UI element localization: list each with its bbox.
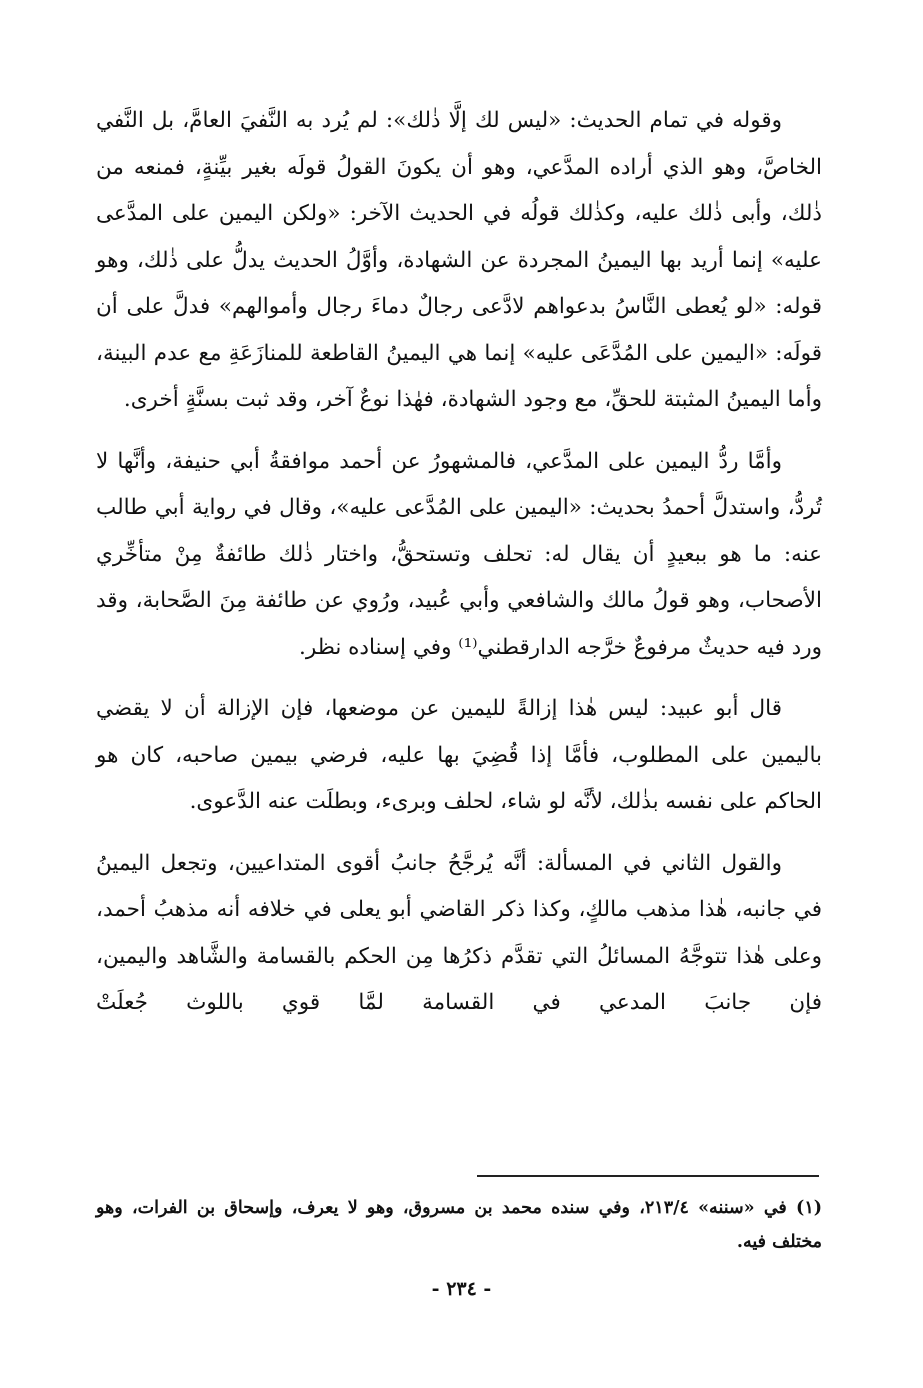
footnote [96,1191,822,1259]
footnote-text: (١) في «سننه» ٢١٣/٤، وفي سنده محمد بن مسروق، وهو لا يعرف، وإسحاق بن الفرات، وهو مختلف فيه. [96,1198,822,1252]
main-text [96,98,822,1027]
paragraph-1: وقوله في تمام الحديث: «ليس لك إلَّا ذٰلك»: لم يُرد به النَّفيَ العامَّ، بل النَّفي الخاصَّ، وهو الذي أراده المدَّعي، وهو أن يكونَ القولُ قولَه بغير بيِّنةٍ، فمنعه من ذٰلك، وأبى ذٰلك عليه، وكذٰلك قولُه في الحديث الآخر: «ولكن اليمين على المدَّعى عليه» إنما أريد بها اليمينُ المجردة عن الشهادة، وأوَّلُ الحديث يدلُّ على ذٰلك، وهو قوله: «لو يُعطى النَّاسُ بدعواهم لادَّعى رجالٌ دماءَ رجال وأموالهم» فدلَّ على أن قولَه: «اليمين على المُدَّعَى عليه» إنما هي اليمينُ القاطعة للمنازَعَةِ مع عدم البينة، وأما اليمينُ المثبتة للحقِّ، مع وجود الشهادة، فهٰذا نوعٌ آخر، وقد ثبت بسنَّةٍ أخرى. [96,108,822,412]
page-number: - ٢٣٤ - [431,1278,492,1300]
paragraph-3: قال أبو عبيد: ليس هٰذا إزالةً لليمين عن موضعها، فإن الإزالة أن لا يقضي باليمين على المطلوب، فأمَّا إذا قُضِيَ بها عليه، فرضي بيمين صاحبه، كان هو الحاكم على نفسه بذٰلك، لأنَّه لو شاء، لحلف وبرىء، وبطلَت عنه الدَّعوى. [96,696,822,814]
footnote-separator [477,1175,819,1177]
paragraph-4: والقول الثاني في المسألة: أنَّه يُرجَّحُ جانبُ أقوى المتداعيين، وتجعل اليمينُ في جانبه، هٰذا مذهب مالكٍ، وكذا ذكر القاضي أبو يعلى في خلافه أنه مذهبُ أحمد، وعلى هٰذا تتوجَّهُ المسائلُ التي تقدَّم ذكرُها مِن الحكم بالقسامة والشَّاهد واليمين، فإن جانبَ المدعي في القسامة لمَّا قوي باللوث جُعلَتْ [96,850,822,1015]
paragraph-2: وأمَّا ردُّ اليمين على المدَّعي، فالمشهورُ عن أحمد موافقةُ أبي حنيفة، وأنَّها لا تُردُّ، واستدلَّ أحمدُ بحديث: «اليمين على المُدَّعى عليه»، وقال في رواية أبي طالب عنه: ما هو ببعيدٍ أن يقال له: تحلف وتستحقُّ، واختار ذٰلك طائفةٌ مِنْ متأخِّري الأصحاب، وهو قولُ مالك والشافعي وأبي عُبيد، ورُوي عن طائفة مِنَ الصَّحابة، وقد ورد فيه حديثٌ مرفوعٌ خرَّجه الدارقطني⁽¹⁾ وفي إسناده نظر. [96,448,822,660]
